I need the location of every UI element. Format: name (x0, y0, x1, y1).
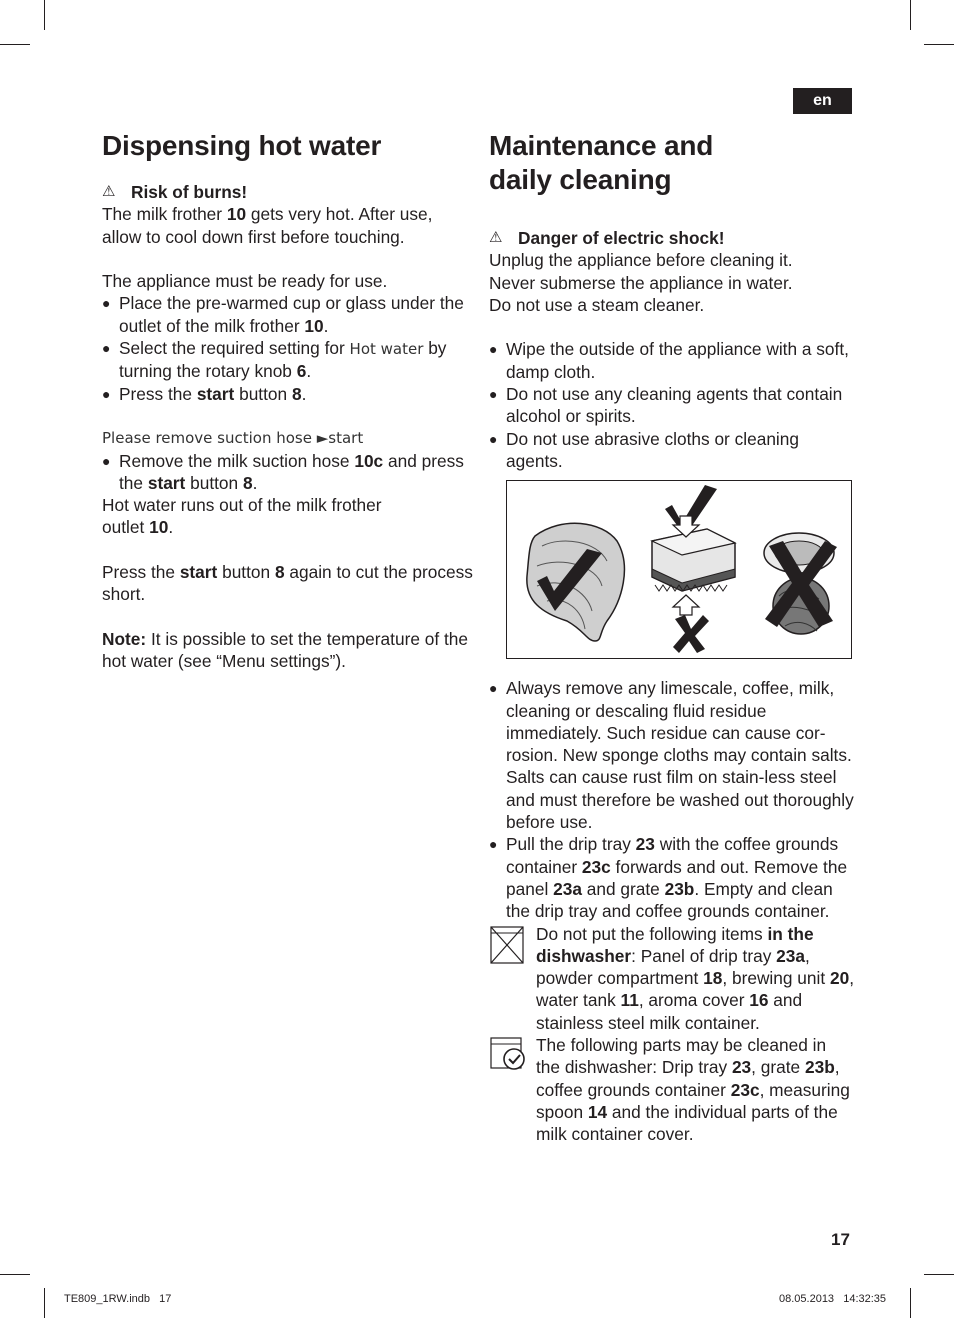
crop-mark (0, 1274, 30, 1275)
display-message: Please remove suction hose ►start (102, 429, 364, 448)
cross-mark-icon (673, 615, 709, 653)
left-column (102, 129, 474, 673)
warning-triangle-icon: ⚠ (489, 229, 503, 246)
list-item: ● Do not use abrasive cloths or cleaning agents. (489, 428, 854, 473)
no-dishwasher-icon (489, 923, 536, 1034)
crop-mark (910, 0, 911, 30)
crop-mark (924, 1274, 954, 1275)
steps-list-2 (102, 450, 474, 495)
footer-timestamp: 08.05.2013 14:32:35 (779, 1293, 887, 1305)
list-item: ● Select the required setting for Hot water by turning the rotary knob 6. (102, 337, 474, 383)
list-item: ● Do not use any cleaning agents that contain alcohol or spirits. (489, 383, 854, 428)
list-item: ● Place the pre-warmed cup or glass under the outlet of the milk frother 10. (102, 292, 474, 337)
list-item: ● Press the start button 8. (102, 383, 474, 405)
crop-mark (0, 44, 30, 45)
cleaning-illustration (506, 480, 852, 659)
footer-file: TE809_1RW.indb 17 (64, 1293, 172, 1305)
list-item: ● Remove the milk suction hose 10c and press the start button 8. (102, 450, 474, 495)
burn-warning-heading (102, 181, 474, 203)
warning-title: Danger of electric shock! (518, 228, 725, 248)
section-title-maintenance: Maintenance and daily cleaning (489, 130, 714, 195)
language-badge: en (793, 88, 852, 114)
sponge-icon (652, 529, 735, 591)
crop-mark (910, 1288, 911, 1318)
list-item: ● Wipe the outside of the appliance with a soft, damp cloth. (489, 338, 854, 383)
note-text: Note: It is possible to set the temperature of the hot water (see “Menu settings”). (102, 628, 468, 672)
ready-text: The appliance must be ready for use. (102, 271, 388, 292)
list-item: ● Pull the drip tray 23 with the coffee grounds container 23c forwards and out. Remove the panel 23a and grate 23b. Empty and clean the drip tray and coffee grounds container. (489, 833, 854, 922)
arrow-up-icon (673, 595, 699, 615)
warning-line: Never submerse the appliance in water. (489, 272, 793, 293)
warning-triangle-icon: ⚠ (102, 183, 116, 200)
cleaning-list (489, 338, 854, 472)
yes-dishwasher-text: The following parts may be cleaned in the dishwasher: Drip tray 23, grate 23b, coffee grounds container 23c, measuring spoon 14 and the individual parts of the milk container cover. (536, 1035, 850, 1145)
cleaning-illustration-svg (507, 481, 851, 658)
no-dishwasher-note (489, 923, 854, 1034)
warning-line: Do not use a steam cleaner. (489, 294, 705, 315)
warning-title: Risk of burns! (131, 182, 248, 202)
dishwasher-safe-icon (489, 1034, 536, 1145)
yes-dishwasher-note (489, 1034, 854, 1145)
runs-text: Hot water runs out of the milk frother outlet 10. (102, 495, 382, 538)
crop-mark (44, 0, 45, 30)
page-number: 17 (831, 1230, 850, 1249)
press-again-text: Press the start button 8 again to cut the process short. (102, 562, 473, 605)
crop-mark (44, 1288, 45, 1318)
warning-text: The milk frother 10 gets very hot. After use, allow to cool down first before touching. (102, 204, 433, 247)
steps-list (102, 292, 474, 404)
residue-list (489, 677, 854, 922)
warning-line: Unplug the appliance before cleaning it. (489, 250, 793, 271)
shock-warning-heading (489, 227, 854, 249)
list-item: ● Always remove any limescale, coffee, milk, cleaning or descaling fluid residue immediately. Such residue can cause cor-rosion. New sponge cloths may contain salts. Salts can cause rust film on stain-less steel and must therefore be washed out thoroughly before use. (489, 677, 854, 833)
no-dishwasher-text: Do not put the following items in the dishwasher: Panel of drip tray 23a, powder compartment 18, brewing unit 20, water tank 11, aroma cover 16 and stainless steel milk container. (536, 923, 855, 1033)
crop-mark (924, 44, 954, 45)
section-title-hot-water: Dispensing hot water (102, 130, 382, 161)
right-column (489, 129, 854, 1146)
